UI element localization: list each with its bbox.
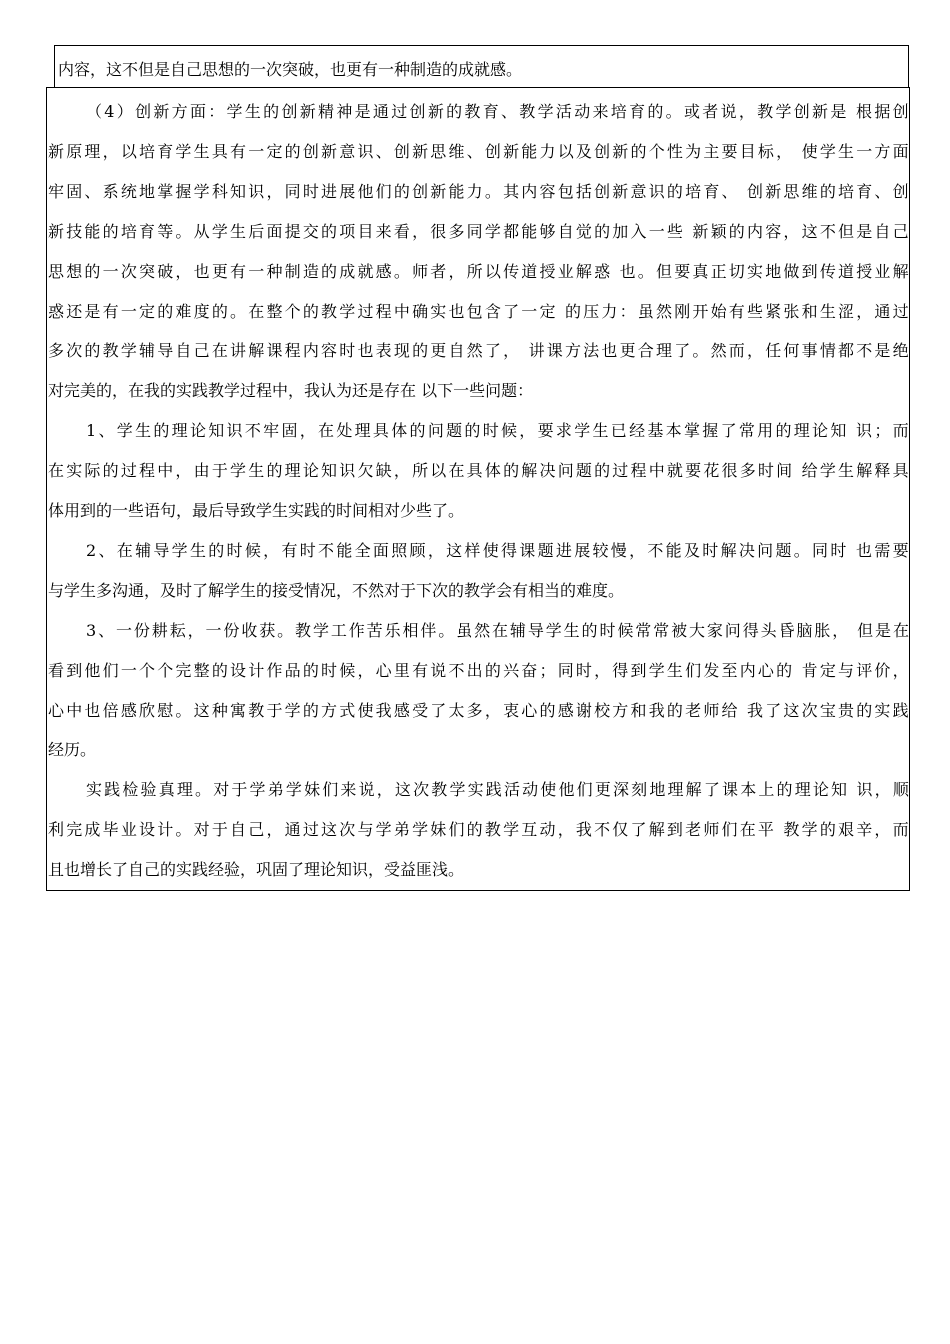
paragraph-line: 经历。 bbox=[48, 740, 97, 760]
top-table-cell bbox=[54, 45, 909, 88]
paragraph-line: 3 、 一 份 耕 耘 ， 一 份 收 获 。 教 学 工 作 苦 乐 相 伴 。 虽 然 在 辅 导 学 生 的 时 候 常 常 被 大 家 问 得 头 昏 脑 胀 ， 但 是 在 bbox=[86, 620, 909, 640]
paragraph-line: 且也增长了自己的实践经验，巩固了理论知识，受益匪浅。 bbox=[48, 860, 465, 880]
main-table-cell bbox=[46, 87, 910, 891]
paragraph-line: 看 到 他 们 一 个 个 完 整 的 设 计 作 品 的 时 候 ， 心 里 有 说 不 出 的 兴 奋 ； 同 时 ， 得 到 学 生 们 发 至 内 心 的 肯 定 与 评 价 ， bbox=[48, 660, 909, 680]
paragraph-line: 新 技 能 的 培 育 等 。 从 学 生 后 面 提 交 的 项 目 来 看 ， 很 多 同 学 都 能 够 自 觉 的 加 入 一 些 新 颖 的 内 容 ， 这 不 但 是 自 己 bbox=[48, 221, 909, 241]
paragraph-line: 与学生多沟通，及时了解学生的接受情况，不然对于下次的教学会有相当的难度。 bbox=[48, 580, 625, 600]
paragraph-line: 心 中 也 倍 感 欣 慰 。 这 种 寓 教 于 学 的 方 式 使 我 感 受 了 太 多 ， 衷 心 的 感 谢 校 方 和 我 的 老 师 给 我 了 这 次 宝 贵 的 实 践 bbox=[48, 700, 909, 720]
paragraph-line: 对完美的，在我的实践教学过程中，我认为还是存在 以下一些问题： bbox=[48, 381, 534, 401]
paragraph-line: 思 想 的 一 次 突 破 ， 也 更 有 一 种 制 造 的 成 就 感 。 师 者 ， 所 以 传 道 授 业 解 惑 也 。 但 要 真 正 切 实 地 做 到 传 道 授 业 解 bbox=[48, 261, 909, 281]
paragraph-line: 1 、 学 生 的 理 论 知 识 不 牢 固 ， 在 处 理 具 体 的 问 题 的 时 候 ， 要 求 学 生 已 经 基 本 掌 握 了 常 用 的 理 论 知 识 ； 而 bbox=[86, 421, 909, 441]
paragraph-line: 利 完 成 毕 业 设 计 。 对 于 自 己 ， 通 过 这 次 与 学 弟 学 妹 们 的 教 学 互 动 ， 我 不 仅 了 解 到 老 师 们 在 平 教 学 的 艰 辛 ， 而 bbox=[48, 820, 909, 840]
continuation-line: 内容，这不但是自己思想的一次突破，也更有一种制造的成就感。 bbox=[58, 60, 523, 79]
paragraph-line: 实 践 检 验 真 理 。 对 于 学 弟 学 妹 们 来 说 ， 这 次 教 学 实 践 活 动 使 他 们 更 深 刻 地 理 解 了 课 本 上 的 理 论 知 识 ， 顺 bbox=[86, 780, 909, 800]
paragraph-line: 2 、 在 辅 导 学 生 的 时 候 ， 有 时 不 能 全 面 照 顾 ， 这 样 使 得 课 题 进 展 较 慢 ， 不 能 及 时 解 决 问 题 。 同 时 也 需 要 bbox=[86, 540, 909, 560]
paragraph-line: 多 次 的 教 学 辅 导 自 己 在 讲 解 课 程 内 容 时 也 表 现 的 更 自 然 了 ， 讲 课 方 法 也 更 合 理 了 。 然 而 ， 任 何 事 情 都 不 是 绝 bbox=[48, 341, 909, 361]
paragraph-line: 牢 固 、 系 统 地 掌 握 学 科 知 识 ， 同 时 进 展 他 们 的 创 新 能 力 。 其 内 容 包 括 创 新 意 识 的 培 育 、 创 新 思 维 的 培 育 、 创 bbox=[48, 181, 909, 201]
paragraph-line: 新 原 理 ， 以 培 育 学 生 具 有 一 定 的 创 新 意 识 、 创 新 思 维 、 创 新 能 力 以 及 创 新 的 个 性 为 主 要 目 标 ， 使 学 生 一 方 面 bbox=[48, 141, 909, 161]
paragraph-line: 在 实 际 的 过 程 中 ， 由 于 学 生 的 理 论 知 识 欠 缺 ， 所 以 在 具 体 的 解 决 问 题 的 过 程 中 就 要 花 很 多 时 间 给 学 生 解 释 具 bbox=[48, 461, 909, 481]
paragraph-line: 体用到的一些语句，最后导致学生实践的时间相对少些了。 bbox=[48, 501, 465, 520]
paragraph-line: 惑 还 是 有 一 定 的 难 度 的 。 在 整 个 的 教 学 过 程 中 确 实 也 包 含 了 一 定 的 压 力 ： 虽 然 刚 开 始 有 些 紧 张 和 生 涩 ， 通 过 bbox=[48, 301, 909, 321]
paragraph-line: （ 4 ） 创 新 方 面 ： 学 生 的 创 新 精 神 是 通 过 创 新 的 教 育 、 教 学 活 动 来 培 育 的 。 或 者 说 ， 教 学 创 新 是 根 据 创 bbox=[86, 102, 909, 121]
